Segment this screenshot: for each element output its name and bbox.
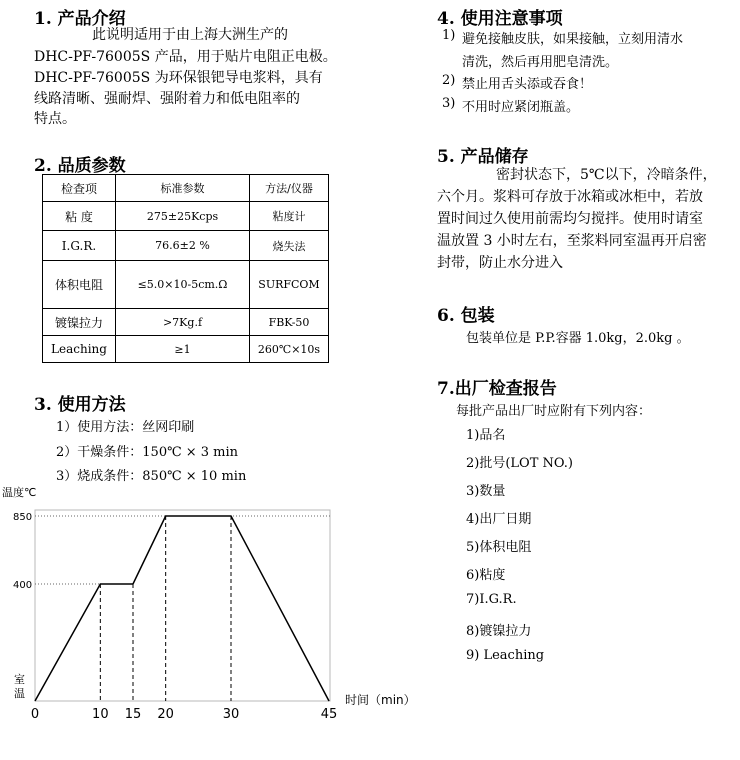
caution-text: 禁止用舌头添或吞食！ <box>462 77 593 92</box>
report-item: 2)批号(LOT NO.) <box>466 456 573 471</box>
section-2-heading: 2. 品质参数 <box>34 156 126 176</box>
section-5-heading: 5. 产品储存 <box>437 147 529 167</box>
table-cell: >7Kg.f <box>116 309 250 336</box>
table-row <box>43 261 329 309</box>
firing-profile-chart <box>0 480 430 725</box>
usage-item: 3）烧成条件：850℃ × 10 min <box>56 469 247 484</box>
usage-item: 2）干燥条件：150℃ × 3 min <box>56 445 239 460</box>
x-tick-label: 45 <box>320 707 338 722</box>
section-4-heading: 4. 使用注意事项 <box>437 9 563 29</box>
table-cell: 275±25Kcps <box>116 202 250 231</box>
report-item: 6)粘度 <box>466 568 506 583</box>
chart-guides <box>35 516 330 701</box>
report-item: 8)镀镍拉力 <box>466 624 532 639</box>
table-cell: 烧失法 <box>250 231 329 261</box>
y-axis-label: 温度℃ <box>2 486 37 499</box>
table-cell: 粘度计 <box>250 202 329 231</box>
table-header-cell: 方法/仪器 <box>250 175 329 202</box>
table-row <box>43 336 329 363</box>
chart-labels <box>2 485 416 722</box>
table-cell: ≥1 <box>116 336 250 363</box>
report-item: 4)出厂日期 <box>466 512 532 527</box>
table-header-row <box>43 175 329 202</box>
caution-text: 清洗，然后再用肥皂清洗。 <box>462 55 619 70</box>
table-row <box>43 231 329 261</box>
report-intro: 每批产品出厂时应附有下列内容： <box>456 404 652 419</box>
report-item: 5)体积电阻 <box>466 540 532 555</box>
caution-text: 避免接触皮肤，如果接触，立刻用清水 <box>462 32 684 47</box>
chart-grid <box>35 510 330 701</box>
section-1-line: 特点。 <box>34 111 76 127</box>
section-3-heading: 3. 使用方法 <box>34 395 126 415</box>
x-tick-label: 15 <box>124 707 142 722</box>
x-tick-label: 0 <box>30 707 40 722</box>
storage-line: 六个月。浆料可存放于冰箱或冰柜中，若放 <box>437 189 703 205</box>
caution-number: 2) <box>442 73 456 88</box>
table-cell: 260℃×10s <box>250 336 329 363</box>
table-cell: FBK-50 <box>250 309 329 336</box>
y-tick-label: 400 <box>13 580 33 591</box>
report-item: 1)品名 <box>466 428 506 443</box>
y-tick-label: 850 <box>13 512 33 523</box>
table-header-cell: 标准参数 <box>116 175 250 202</box>
storage-line: 置时间过久使用前需均匀搅拌。使用时请室 <box>437 211 703 227</box>
table-cell: 粘 度 <box>43 202 116 231</box>
caution-number: 1) <box>442 28 456 43</box>
packaging-text: 包装单位是 P.P.容器 1.0kg，2.0kg 。 <box>466 331 690 346</box>
table-row <box>43 309 329 336</box>
section-1-heading: 1. 产品介绍 <box>34 9 126 29</box>
section-1-line: DHC-PF-76005S 产品，用于贴片电阻正电极。 <box>34 49 337 65</box>
x-axis-label: 时间（min） <box>345 693 416 707</box>
caution-number: 3) <box>442 96 456 111</box>
y-tick-label: 温 <box>14 687 25 700</box>
report-item: 9) Leaching <box>466 648 545 663</box>
usage-item: 1）使用方法：丝网印刷 <box>56 420 195 435</box>
table-header-cell: 检查项 <box>43 175 116 202</box>
x-tick-label: 30 <box>222 707 240 722</box>
table-cell: 体积电阻 <box>43 261 116 309</box>
chart-series <box>35 516 329 701</box>
x-tick-label: 20 <box>157 707 174 722</box>
table-cell: 76.6±2 % <box>116 231 250 261</box>
table-cell: I.G.R. <box>43 231 116 261</box>
section-7-heading: 7.出厂检查报告 <box>437 379 557 399</box>
report-item: 7)I.G.R. <box>466 592 517 607</box>
caution-text: 不用时应紧闭瓶盖。 <box>462 100 580 115</box>
section-1-line: 线路清晰、强耐焊、强附着力和低电阻率的 <box>34 91 300 107</box>
table-cell: ≤5.0×10-5cm.Ω <box>116 261 250 309</box>
plot-frame <box>35 510 330 701</box>
section-6-heading: 6. 包装 <box>437 306 495 326</box>
table-row <box>43 202 329 231</box>
section-1-line: 此说明适用于由上海大洲生产的 <box>92 27 288 43</box>
section-1-line: DHC-PF-76005S 为环保银钯导电浆料，具有 <box>34 70 323 86</box>
table-cell: Leaching <box>43 336 116 363</box>
report-item: 3)数量 <box>466 484 506 499</box>
storage-line: 温放置 3 小时左右，至浆料同室温再开启密 <box>437 233 707 249</box>
x-tick-label: 10 <box>92 707 109 722</box>
table-cell: SURFCOM <box>250 261 329 309</box>
y-tick-label: 室 <box>14 673 25 686</box>
quality-parameters-table <box>42 174 329 363</box>
table-cell: 镀镍拉力 <box>43 309 116 336</box>
firing-profile-line <box>35 516 329 701</box>
storage-line: 密封状态下，5℃以下，冷暗条件， <box>496 167 717 183</box>
storage-line: 封带，防止水分进入 <box>437 255 563 271</box>
